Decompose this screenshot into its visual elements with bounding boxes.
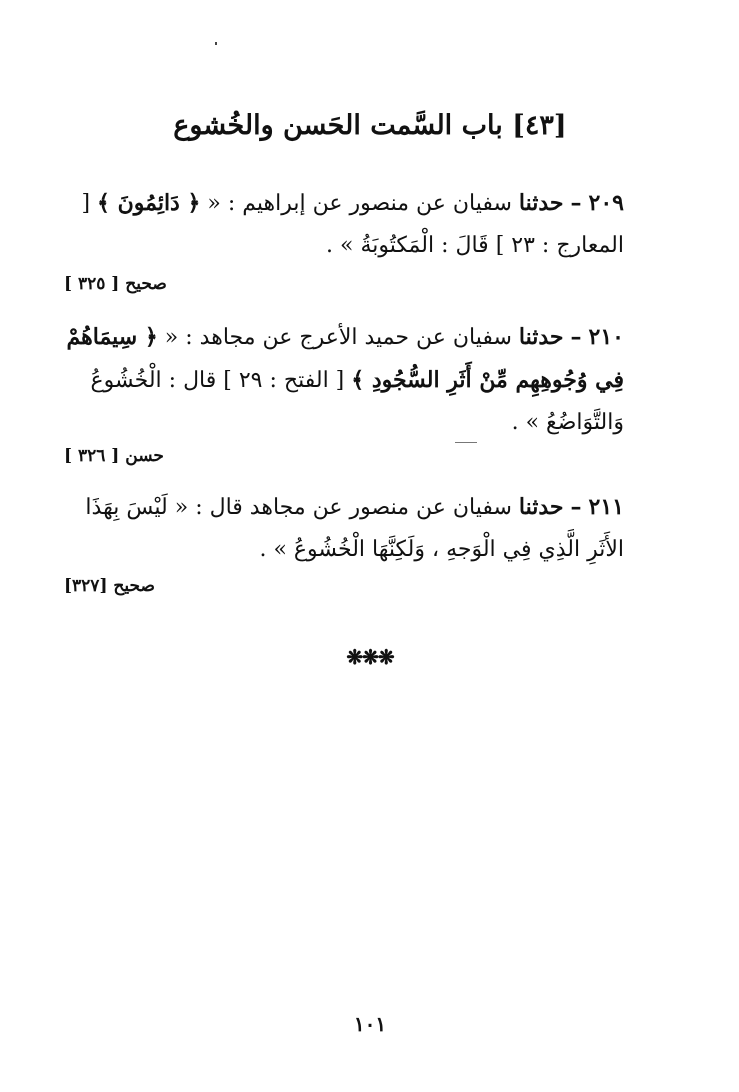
hadith-lead-word: حدثنا [518,324,564,350]
stray-mark [215,42,217,45]
hadith-number: ٢٠٩ [588,190,624,216]
page-number: ١٠١ [353,1012,387,1036]
hadith-dash: – [570,190,582,216]
close-quote: » . [511,410,540,435]
hadith-lead-word: حدثنا [518,494,564,520]
hadith-210-grade [64,446,284,466]
grade-number: [٣٢٧] [64,576,108,596]
chapter-title: [٤٣] باب السَّمت الحَسن والخُشوع [173,110,567,141]
verse-quote: ﴿ سِيمَاهُمْ فِي وُجُوهِهِم مِّنْ أَثَرِ السُّجُودِ ﴾ [66,324,624,393]
verse-quote: ﴿ دَائِمُونَ ﴾ [97,190,201,216]
verse-reference: [ المعارج : ٢٣ ] [81,191,624,258]
hadith-commentary: قَالَ : الْمَكتُوبَةُ [360,233,489,258]
hadith-isnad: سفيان عن منصور عن إبراهيم : [227,191,512,216]
hadith-number: ٢١٠ [588,324,624,350]
section-separator: ❋❋❋ [346,645,394,669]
open-quote: « [164,325,179,350]
hadith-209-grade [64,274,284,294]
grade-label: صحيح [125,274,167,294]
grade-label: حسن [125,446,164,466]
open-quote: « [207,191,221,216]
hadith-dash: – [570,324,582,350]
hadith-quote: لَيْسَ بِهَذَا الأَثَرِ الَّذِي فِي الْوَجهِ ، وَلَكِنَّهَا الْخُشُوعُ [85,495,624,562]
grade-label: صحيح [113,576,155,596]
hadith-number: ٢١١ [588,494,624,520]
hadith-210-text [60,316,624,444]
close-quote: » . [259,537,287,562]
stray-stroke [455,442,477,443]
hadith-commentary: قال : الْخُشُوعُ وَالتَّوَاضُعُ [90,368,624,435]
grade-number: [ ٣٢٦ ] [64,446,120,466]
hadith-lead-word: حدثنا [518,190,564,216]
verse-reference: [ الفتح : ٢٩ ] [223,368,345,393]
hadith-isnad: سفيان عن حميد الأعرج عن مجاهد : [185,325,512,350]
close-quote: » . [326,233,354,258]
open-quote: « [174,495,189,520]
hadith-211-text [60,486,624,571]
hadith-209-text [60,182,624,267]
hadith-isnad: سفيان عن منصور عن مجاهد قال : [195,495,512,520]
grade-number: [ ٣٢٥ ] [64,274,120,294]
hadith-dash: – [570,494,582,520]
hadith-211-grade [64,576,284,596]
